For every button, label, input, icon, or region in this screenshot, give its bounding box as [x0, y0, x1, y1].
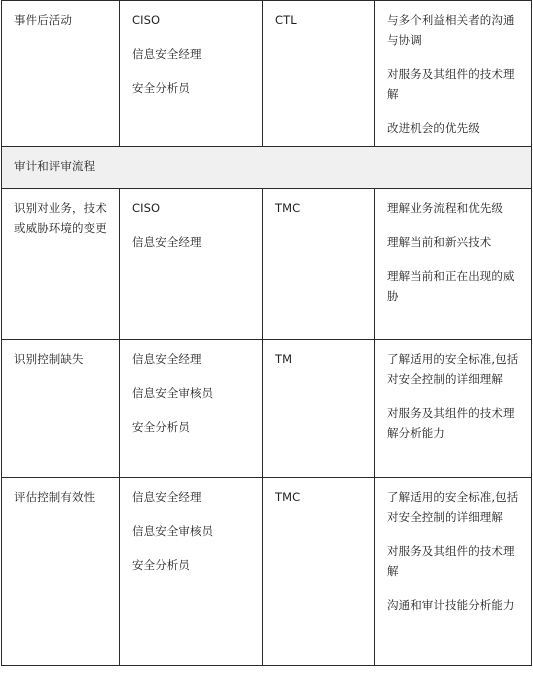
role-text: CISO	[132, 201, 161, 215]
roles-cell	[120, 189, 263, 340]
role-text: 信息安全经理	[132, 47, 202, 61]
code-cell	[263, 189, 375, 340]
activity-text: 评估控制有效性	[14, 490, 96, 504]
section-heading: 审计和评审流程	[2, 147, 532, 189]
skill-text: 了解适用的安全标准,包括对安全控制的详细理解	[387, 490, 519, 524]
role-text: 信息安全经理	[132, 235, 202, 249]
skill-text: 理解业务流程和优先级	[387, 201, 503, 215]
skills-cell	[375, 478, 532, 666]
skill-text: 对服务及其组件的技术理解	[387, 67, 515, 101]
code-text: TMC	[275, 201, 301, 215]
role-text: 信息安全审核员	[132, 386, 214, 400]
roles-cell	[120, 1, 263, 147]
activity-text: 事件后活动	[14, 13, 72, 27]
skill-text: 了解适用的安全标准,包括对安全控制的详细理解	[387, 352, 519, 386]
skill-text: 改进机会的优先级	[387, 121, 480, 135]
activity-cell	[2, 340, 120, 478]
table-row	[2, 340, 532, 478]
code-text: TM	[275, 352, 293, 366]
activity-cell	[2, 478, 120, 666]
skill-text: 对服务及其组件的技术理解	[387, 544, 515, 578]
activity-text: 识别控制缺失	[14, 352, 84, 366]
skill-text: 理解当前和正在出现的威胁	[387, 269, 515, 303]
role-text: 信息安全经理	[132, 352, 202, 366]
code-cell	[263, 1, 375, 147]
role-text: 信息安全经理	[132, 490, 202, 504]
skills-cell	[375, 1, 532, 147]
skills-cell	[375, 340, 532, 478]
role-text: 信息安全审核员	[132, 524, 214, 538]
skill-text: 沟通和审计技能分析能力	[387, 598, 515, 612]
skill-text: 对服务及其组件的技术理解分析能力	[387, 406, 515, 440]
table-row	[2, 189, 532, 340]
activity-cell	[2, 189, 120, 340]
code-cell	[263, 478, 375, 666]
skill-text: 理解当前和新兴技术	[387, 235, 492, 249]
role-text: 安全分析员	[132, 420, 190, 434]
activity-text: 识别对业务，技术或威胁环境的变更	[14, 201, 107, 235]
code-text: CTL	[275, 13, 297, 27]
table-row	[2, 478, 532, 666]
skills-cell	[375, 189, 532, 340]
activity-cell	[2, 1, 120, 147]
table-row	[2, 1, 532, 147]
responsibility-table	[1, 0, 532, 666]
skill-text: 与多个利益相关者的沟通与协调	[387, 13, 515, 47]
role-text: 安全分析员	[132, 81, 190, 95]
section-row	[2, 147, 532, 189]
roles-cell	[120, 478, 263, 666]
role-text: CISO	[132, 13, 161, 27]
roles-cell	[120, 340, 263, 478]
role-text: 安全分析员	[132, 558, 190, 572]
code-cell	[263, 340, 375, 478]
code-text: TMC	[275, 490, 301, 504]
